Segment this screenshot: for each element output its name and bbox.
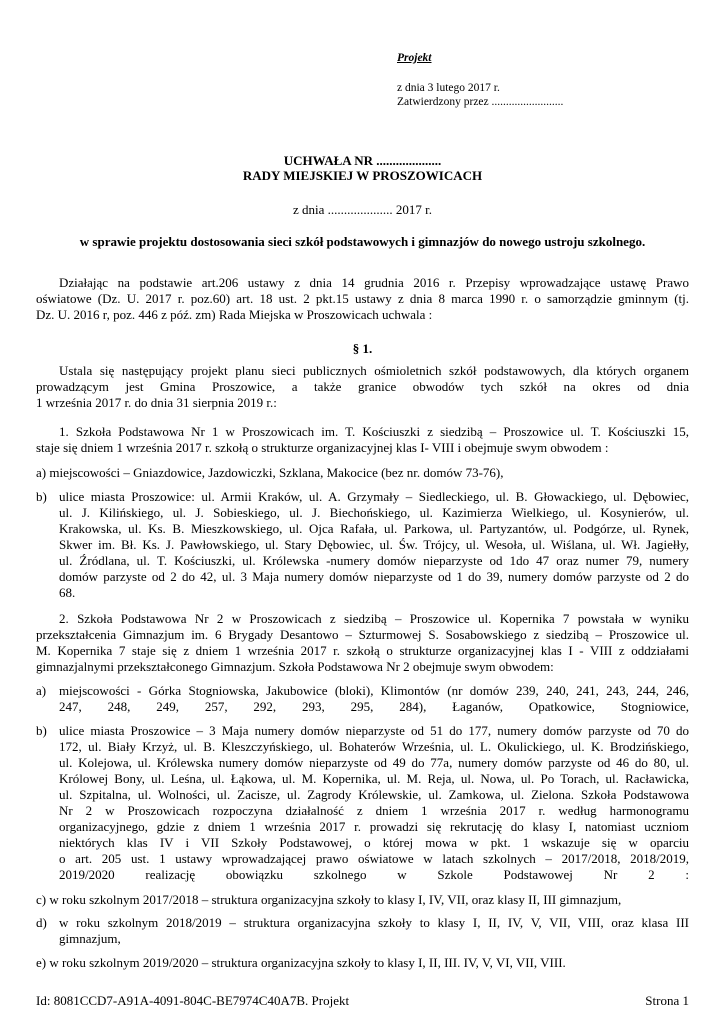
resolution-date: z dnia .................... 2017 r. — [292, 202, 432, 217]
school-1-line: 1. Szkoła Podstawowa Nr 1 w Proszowicach im. T. Kościuszki z siedzibą – Proszowice ul. T. Kościuszki 15, — [59, 424, 689, 439]
school-1-item-b-label: b) — [36, 489, 47, 504]
school-1-item-b-line: ulice miasta Proszowice: ul. Armii Kraków, ul. A. Grzymały – Siedleckiego, ul. B. Głowackiego, ul. Dębowiec, — [59, 489, 689, 504]
school-2-item-b-line: ul. Szpitalna, ul. Wolności, ul. Zacisze, ul. Zagrody Królewskie, ul. Zamkowa, ul. Zielona. Szkoła Podstawowa — [59, 787, 689, 802]
school-2-item-b-line: niektórych klas IV i VII Szkoły Podstawowej, o której mowa w pkt. 1 wskazuje się w oparciu — [59, 835, 689, 850]
school-2-item-b-line: Nr 2 w Proszowicach rozpoczyna działalność z dniem 1 września 2017 r. według harmonogramu — [59, 803, 689, 818]
resolution-number: UCHWAŁA NR .................... — [283, 153, 442, 168]
school-2-item-d-line: w roku szkolnym 2018/2019 – struktura organizacyjna szkoły to klasy I, II, IV, V, VII, VIII, oraz klasa III — [59, 915, 689, 930]
school-2-item-b-line: ulice miasta Proszowice – 3 Maja numery domów nieparzyste od 51 do 177, numery domów parzyste od 70 do — [59, 723, 689, 738]
school-2-item-b-line: ul. Kolejowa, ul. Królewska numery domów nieparzyste od 49 do 77a, numery domów parzyste od 46 do 80, ul. — [59, 755, 689, 770]
school-1-item-b-line: ul. Źródlana, ul. T. Kościuszki, ul. Królewska -numery domów nieparzyste od 1do 47 oraz numer 79, numery — [59, 553, 689, 568]
school-2-item-d-line: gimnazjum, — [59, 931, 121, 946]
school-2-item-b-line: o art. 205 ust. 1 ustawy wprowadzającej prawo oświatowe w latach szkolnych – 2017/2018, 2018/2019, — [59, 851, 689, 866]
school-2-item-c: c) w roku szkolnym 2017/2018 – struktura organizacyjna szkoły to klasy I, IV, VII, oraz klasy II, III gimnazjum, — [36, 892, 622, 907]
school-2-item-b-line: Królowej Bony, ul. Leśna, ul. Łąkowa, ul. M. Kopernika, ul. M. Reja, ul. Nowa, ul. Po Torach, ul. Racławicka, — [59, 771, 689, 786]
school-1-item-b-line: Skwer im. Bł. Ks. J. Pawłowskiego, ul. Stary Dębowiec, ul. Św. Trójcy, ul. Wesoła, ul. Wiślana, ul. Wł. Jagiełły, — [59, 537, 689, 552]
school-2-line: 2. Szkoła Podstawowa Nr 2 w Proszowicach z siedzibą – Proszowice ul. Kopernika 7 powstała w wyniku — [59, 611, 689, 626]
intro-line: prowadzącym jest Gmina Proszowice, a także granice obwodów tych szkół na okres od dnia — [36, 379, 689, 394]
page-number: Strona 1 — [645, 993, 689, 1008]
school-2-line: przekształcenia Gimnazjum im. 6 Brygady Desantowo – Szturmowej S. Sosabowskiego z siedzibą – Proszowice ul. — [36, 627, 689, 642]
school-2-item-d-label: d) — [36, 915, 47, 930]
header-approved: Zatwierdzony przez ......................... — [397, 96, 564, 108]
school-1-item-b-line: domów parzyste od 2 do 42, ul. 3 Maja numery domów nieparzyste od 1 do 39, numery domów parzyste od 2 do — [59, 569, 689, 584]
school-2-line: M. Kopernika 7 staje się z dniem 1 września 2017 r. szkołą o strukturze organizacyjnej klas I - VIII z oddziałami — [36, 643, 689, 658]
section-1-heading: § 1. — [352, 341, 373, 356]
intro-line: Ustala się następujący projekt planu sieci publicznych ośmioletnich szkół podstawowych, dla których organem — [59, 363, 689, 378]
projekt-label: Projekt — [397, 52, 432, 64]
resolution-subject: w sprawie projektu dostosowania sieci szkół podstawowych i gimnazjów do nowego ustroju szkolnego. — [79, 234, 646, 249]
preamble-line: Dz. U. 2016 r, poz. 446 z póź. zm) Rada Miejska w Proszowicach uchwala : — [36, 307, 433, 322]
school-2-item-a-label: a) — [36, 683, 47, 698]
school-1-item-a: a) miejscowości – Gniazdowice, Jazdowiczki, Szklana, Makocice (bez nr. domów 73-76), — [36, 465, 504, 480]
preamble-line: oświatowe (Dz. U. 2017 r. poz.60) art. 18 ust. 2 pkt.15 ustawy z dnia 8 marca 1990 r. o samorządzie gminnym (tj. — [36, 291, 689, 306]
school-2-item-b-line: 2019/2020 realizację obowiązku szkolnego w Szkole Podstawowej Nr 2 : — [59, 867, 689, 882]
preamble-line: Działając na podstawie art.206 ustawy z dnia 14 grudnia 2016 r. Przepisy wprowadzające ustawę Prawo — [59, 275, 689, 290]
school-2-line: gimnazjalnymi przekształconego Gimnazjum. Szkoła Podstawowa Nr 2 obejmuje swym obwodem: — [36, 659, 554, 674]
school-2-item-a-line: miejscowości - Górka Stogniowska, Jakubowice (bloki), Klimontów (nr domów 239, 240, 241, 243, 244, 246, — [59, 683, 689, 698]
school-1-item-b-line: 68. — [59, 585, 76, 600]
school-2-item-b-line: 172, ul. Biały Krzyż, ul. B. Kleszczyńskiego, ul. Bohaterów Września, ul. L. Okulickiego, ul. K. Brodzińskiego, — [59, 739, 689, 754]
school-2-item-b-label: b) — [36, 723, 47, 738]
header-date: z dnia 3 lutego 2017 r. — [397, 82, 500, 94]
school-1-item-b-line: Krakowska, ul. Ks. B. Mieszkowskiego, ul. Ojca Rafała, ul. Parkowa, ul. Partyzantów, ul. Podgórze, ul. Rynek, — [59, 521, 689, 536]
school-2-item-b-line: organizacyjnego, gdzie z dniem 1 września 2017 r. prowadzi się rekrutację do klasy I, natomiast uczniom — [59, 819, 689, 834]
intro-line: 1 września 2017 r. do dnia 31 sierpnia 2019 r.: — [36, 395, 277, 410]
school-2-item-e: e) w roku szkolnym 2019/2020 – struktura organizacyjna szkoły to klasy I, II, III. IV, V, VI, VII, VIII. — [36, 955, 566, 970]
school-1-item-b-line: ul. J. Kilińskiego, ul. J. Sobieskiego, ul. J. Biechońskiego, ul. Kazimierza Wielkiego, ul. Kosynierów, ul. — [59, 505, 689, 520]
school-2-item-a-line: 247, 248, 249, 257, 292, 293, 295, 284), Łaganów, Opatkowice, Stogniowice, — [59, 699, 689, 714]
document-id: Id: 8081CCD7-A91A-4091-804C-BE7974C40A7B. Projekt — [36, 993, 350, 1008]
council-name: RADY MIEJSKIEJ W PROSZOWICACH — [242, 168, 483, 183]
school-1-line: staje się dniem 1 września 2017 r. szkołą o strukturze organizacyjnej klas I- VIII i obejmuje swym obwodem : — [36, 440, 609, 455]
